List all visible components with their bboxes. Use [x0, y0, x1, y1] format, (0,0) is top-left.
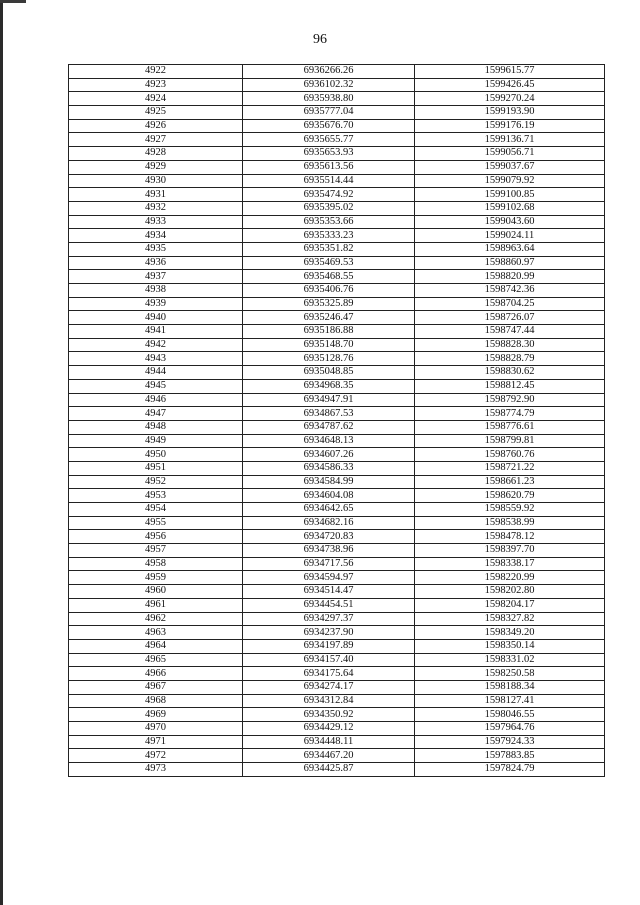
table-row: [69, 653, 605, 667]
coordinates-table: [68, 64, 605, 777]
y-coordinate-cell: 1598820.99: [415, 270, 605, 284]
x-coordinate-cell: 6936102.32: [243, 78, 415, 92]
coordinates-table-body: [69, 65, 605, 777]
table-row: [69, 242, 605, 256]
y-coordinate-cell: 1598327.82: [415, 612, 605, 626]
y-coordinate-cell: 1599100.85: [415, 188, 605, 202]
y-coordinate-cell: 1598620.79: [415, 489, 605, 503]
x-coordinate-cell: 6935469.53: [243, 256, 415, 270]
y-coordinate-cell: 1598830.62: [415, 366, 605, 380]
y-coordinate-cell: 1598860.97: [415, 256, 605, 270]
x-coordinate-cell: 6935474.92: [243, 188, 415, 202]
y-coordinate-cell: 1598046.55: [415, 708, 605, 722]
y-coordinate-cell: 1598828.79: [415, 352, 605, 366]
y-coordinate-cell: 1598742.36: [415, 284, 605, 298]
y-coordinate-cell: 1599043.60: [415, 215, 605, 229]
x-coordinate-cell: 6934425.87: [243, 763, 415, 777]
x-coordinate-cell: 6934350.92: [243, 708, 415, 722]
table-row: [69, 174, 605, 188]
point-number-cell: 4936: [69, 256, 243, 270]
y-coordinate-cell: 1598747.44: [415, 325, 605, 339]
point-number-cell: 4959: [69, 571, 243, 585]
x-coordinate-cell: 6935351.82: [243, 242, 415, 256]
point-number-cell: 4927: [69, 133, 243, 147]
table-row: [69, 749, 605, 763]
point-number-cell: 4937: [69, 270, 243, 284]
x-coordinate-cell: 6934237.90: [243, 626, 415, 640]
x-coordinate-cell: 6935613.56: [243, 160, 415, 174]
x-coordinate-cell: 6934454.51: [243, 598, 415, 612]
point-number-cell: 4938: [69, 284, 243, 298]
x-coordinate-cell: 6934514.47: [243, 585, 415, 599]
x-coordinate-cell: 6934594.97: [243, 571, 415, 585]
y-coordinate-cell: 1599024.11: [415, 229, 605, 243]
point-number-cell: 4949: [69, 434, 243, 448]
y-coordinate-cell: 1599056.71: [415, 147, 605, 161]
point-number-cell: 4947: [69, 407, 243, 421]
y-coordinate-cell: 1598538.99: [415, 516, 605, 530]
x-coordinate-cell: 6934604.08: [243, 489, 415, 503]
table-row: [69, 530, 605, 544]
x-coordinate-cell: 6935246.47: [243, 311, 415, 325]
x-coordinate-cell: 6935653.93: [243, 147, 415, 161]
point-number-cell: 4944: [69, 366, 243, 380]
x-coordinate-cell: 6936266.26: [243, 65, 415, 79]
y-coordinate-cell: 1598478.12: [415, 530, 605, 544]
scan-edge-top: [0, 0, 26, 3]
x-coordinate-cell: 6935468.55: [243, 270, 415, 284]
point-number-cell: 4945: [69, 379, 243, 393]
x-coordinate-cell: 6934297.37: [243, 612, 415, 626]
point-number-cell: 4941: [69, 325, 243, 339]
y-coordinate-cell: 1598721.22: [415, 461, 605, 475]
point-number-cell: 4923: [69, 78, 243, 92]
table-row: [69, 557, 605, 571]
table-row: [69, 763, 605, 777]
point-number-cell: 4926: [69, 119, 243, 133]
y-coordinate-cell: 1597964.76: [415, 722, 605, 736]
x-coordinate-cell: 6934448.11: [243, 735, 415, 749]
x-coordinate-cell: 6934274.17: [243, 680, 415, 694]
x-coordinate-cell: 6934947.91: [243, 393, 415, 407]
table-row: [69, 639, 605, 653]
table-row: [69, 311, 605, 325]
point-number-cell: 4958: [69, 557, 243, 571]
y-coordinate-cell: 1599037.67: [415, 160, 605, 174]
table-row: [69, 297, 605, 311]
table-row: [69, 598, 605, 612]
x-coordinate-cell: 6935128.76: [243, 352, 415, 366]
table-row: [69, 461, 605, 475]
point-number-cell: 4967: [69, 680, 243, 694]
table-row: [69, 188, 605, 202]
table-row: [69, 106, 605, 120]
x-coordinate-cell: 6934968.35: [243, 379, 415, 393]
x-coordinate-cell: 6934584.99: [243, 475, 415, 489]
table-row: [69, 147, 605, 161]
table-row: [69, 338, 605, 352]
x-coordinate-cell: 6935514.44: [243, 174, 415, 188]
point-number-cell: 4930: [69, 174, 243, 188]
y-coordinate-cell: 1598963.64: [415, 242, 605, 256]
x-coordinate-cell: 6935676.70: [243, 119, 415, 133]
y-coordinate-cell: 1598799.81: [415, 434, 605, 448]
table-row: [69, 366, 605, 380]
x-coordinate-cell: 6934429.12: [243, 722, 415, 736]
page-number: 96: [313, 32, 327, 47]
table-row: [69, 352, 605, 366]
x-coordinate-cell: 6935395.02: [243, 201, 415, 215]
y-coordinate-cell: 1598812.45: [415, 379, 605, 393]
table-row: [69, 215, 605, 229]
table-row: [69, 667, 605, 681]
table-row: [69, 379, 605, 393]
table-row: [69, 475, 605, 489]
x-coordinate-cell: 6935333.23: [243, 229, 415, 243]
table-row: [69, 585, 605, 599]
point-number-cell: 4963: [69, 626, 243, 640]
table-row: [69, 65, 605, 79]
y-coordinate-cell: 1598350.14: [415, 639, 605, 653]
table-row: [69, 516, 605, 530]
y-coordinate-cell: 1599426.45: [415, 78, 605, 92]
point-number-cell: 4948: [69, 420, 243, 434]
table-row: [69, 420, 605, 434]
x-coordinate-cell: 6934312.84: [243, 694, 415, 708]
x-coordinate-cell: 6934642.65: [243, 503, 415, 517]
table-row: [69, 407, 605, 421]
x-coordinate-cell: 6934586.33: [243, 461, 415, 475]
point-number-cell: 4925: [69, 106, 243, 120]
y-coordinate-cell: 1598774.79: [415, 407, 605, 421]
x-coordinate-cell: 6934607.26: [243, 448, 415, 462]
point-number-cell: 4935: [69, 242, 243, 256]
point-number-cell: 4939: [69, 297, 243, 311]
point-number-cell: 4969: [69, 708, 243, 722]
table-row: [69, 92, 605, 106]
table-row: [69, 284, 605, 298]
y-coordinate-cell: 1598188.34: [415, 680, 605, 694]
table-row: [69, 434, 605, 448]
table-row: [69, 694, 605, 708]
x-coordinate-cell: 6934157.40: [243, 653, 415, 667]
table-row: [69, 680, 605, 694]
y-coordinate-cell: 1597883.85: [415, 749, 605, 763]
y-coordinate-cell: 1598397.70: [415, 544, 605, 558]
y-coordinate-cell: 1598204.17: [415, 598, 605, 612]
y-coordinate-cell: 1598250.58: [415, 667, 605, 681]
x-coordinate-cell: 6934787.62: [243, 420, 415, 434]
y-coordinate-cell: 1599193.90: [415, 106, 605, 120]
point-number-cell: 4962: [69, 612, 243, 626]
point-number-cell: 4943: [69, 352, 243, 366]
table-row: [69, 722, 605, 736]
table-row: [69, 626, 605, 640]
table-row: [69, 571, 605, 585]
y-coordinate-cell: 1598202.80: [415, 585, 605, 599]
x-coordinate-cell: 6935655.77: [243, 133, 415, 147]
table-row: [69, 735, 605, 749]
point-number-cell: 4966: [69, 667, 243, 681]
point-number-cell: 4953: [69, 489, 243, 503]
table-row: [69, 133, 605, 147]
x-coordinate-cell: 6934717.56: [243, 557, 415, 571]
y-coordinate-cell: 1598331.02: [415, 653, 605, 667]
point-number-cell: 4971: [69, 735, 243, 749]
table-row: [69, 708, 605, 722]
point-number-cell: 4956: [69, 530, 243, 544]
point-number-cell: 4922: [69, 65, 243, 79]
y-coordinate-cell: 1598127.41: [415, 694, 605, 708]
point-number-cell: 4964: [69, 639, 243, 653]
x-coordinate-cell: 6934738.96: [243, 544, 415, 558]
point-number-cell: 4961: [69, 598, 243, 612]
y-coordinate-cell: 1598726.07: [415, 311, 605, 325]
table-row: [69, 256, 605, 270]
y-coordinate-cell: 1598760.76: [415, 448, 605, 462]
x-coordinate-cell: 6934197.89: [243, 639, 415, 653]
y-coordinate-cell: 1599615.77: [415, 65, 605, 79]
point-number-cell: 4960: [69, 585, 243, 599]
table-row: [69, 448, 605, 462]
x-coordinate-cell: 6934467.20: [243, 749, 415, 763]
y-coordinate-cell: 1597824.79: [415, 763, 605, 777]
point-number-cell: 4957: [69, 544, 243, 558]
y-coordinate-cell: 1599270.24: [415, 92, 605, 106]
y-coordinate-cell: 1598338.17: [415, 557, 605, 571]
y-coordinate-cell: 1598792.90: [415, 393, 605, 407]
x-coordinate-cell: 6935938.80: [243, 92, 415, 106]
point-number-cell: 4933: [69, 215, 243, 229]
point-number-cell: 4924: [69, 92, 243, 106]
y-coordinate-cell: 1599079.92: [415, 174, 605, 188]
y-coordinate-cell: 1598776.61: [415, 420, 605, 434]
y-coordinate-cell: 1598704.25: [415, 297, 605, 311]
x-coordinate-cell: 6934682.16: [243, 516, 415, 530]
x-coordinate-cell: 6935048.85: [243, 366, 415, 380]
x-coordinate-cell: 6934867.53: [243, 407, 415, 421]
y-coordinate-cell: 1598349.20: [415, 626, 605, 640]
x-coordinate-cell: 6935148.70: [243, 338, 415, 352]
point-number-cell: 4968: [69, 694, 243, 708]
table-row: [69, 160, 605, 174]
y-coordinate-cell: 1598220.99: [415, 571, 605, 585]
y-coordinate-cell: 1599102.68: [415, 201, 605, 215]
table-row: [69, 325, 605, 339]
point-number-cell: 4928: [69, 147, 243, 161]
y-coordinate-cell: 1599176.19: [415, 119, 605, 133]
scan-edge-left: [0, 0, 3, 905]
table-row: [69, 489, 605, 503]
point-number-cell: 4946: [69, 393, 243, 407]
table-row: [69, 78, 605, 92]
y-coordinate-cell: 1598559.92: [415, 503, 605, 517]
table-row: [69, 270, 605, 284]
point-number-cell: 4934: [69, 229, 243, 243]
x-coordinate-cell: 6935186.88: [243, 325, 415, 339]
x-coordinate-cell: 6935325.89: [243, 297, 415, 311]
point-number-cell: 4973: [69, 763, 243, 777]
point-number-cell: 4951: [69, 461, 243, 475]
point-number-cell: 4932: [69, 201, 243, 215]
point-number-cell: 4965: [69, 653, 243, 667]
y-coordinate-cell: 1598661.23: [415, 475, 605, 489]
x-coordinate-cell: 6935353.66: [243, 215, 415, 229]
table-row: [69, 612, 605, 626]
point-number-cell: 4972: [69, 749, 243, 763]
table-row: [69, 544, 605, 558]
point-number-cell: 4942: [69, 338, 243, 352]
y-coordinate-cell: 1597924.33: [415, 735, 605, 749]
point-number-cell: 4940: [69, 311, 243, 325]
x-coordinate-cell: 6935777.04: [243, 106, 415, 120]
point-number-cell: 4950: [69, 448, 243, 462]
table-row: [69, 229, 605, 243]
point-number-cell: 4929: [69, 160, 243, 174]
table-row: [69, 393, 605, 407]
y-coordinate-cell: 1598828.30: [415, 338, 605, 352]
x-coordinate-cell: 6934648.13: [243, 434, 415, 448]
point-number-cell: 4970: [69, 722, 243, 736]
x-coordinate-cell: 6935406.76: [243, 284, 415, 298]
y-coordinate-cell: 1599136.71: [415, 133, 605, 147]
point-number-cell: 4952: [69, 475, 243, 489]
point-number-cell: 4931: [69, 188, 243, 202]
table-row: [69, 119, 605, 133]
table-row: [69, 503, 605, 517]
point-number-cell: 4955: [69, 516, 243, 530]
x-coordinate-cell: 6934175.64: [243, 667, 415, 681]
table-row: [69, 201, 605, 215]
x-coordinate-cell: 6934720.83: [243, 530, 415, 544]
point-number-cell: 4954: [69, 503, 243, 517]
